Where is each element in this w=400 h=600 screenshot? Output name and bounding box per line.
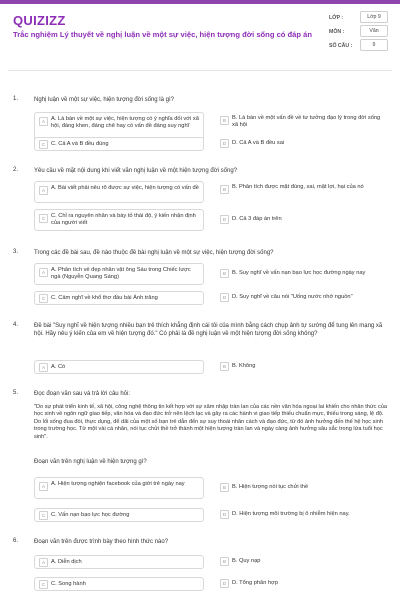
question-number: 5. — [13, 390, 19, 396]
option-letter-b: B — [220, 362, 229, 371]
option-text: B. Suy nghĩ về vấn nạn bạo lực học đường ngày nay — [232, 270, 366, 276]
option-letter-c: C — [39, 214, 48, 223]
question-text: Đề bài "Suy nghĩ về hiện tượng nhiều bạn trẻ thích khẳng định cái tôi của mình bằng cách chụp ảnh tự sướng để tung lên mạng xã hội. Hãy nêu ý kiến của em về hiện tượng đó." Có phải là đề nghị luận về một hiện tượng đời sống không? — [34, 323, 383, 337]
top-accent-bar — [0, 0, 400, 4]
option-text: A. Là bàn về một sự việc, hiện tượng có ý nghĩa đối với xã hội, đáng khen, đáng chê hay có vấn đề đáng suy nghĩ — [51, 116, 199, 130]
option-c[interactable] — [34, 508, 204, 522]
option-d[interactable] — [216, 137, 386, 151]
option-letter-c: C — [39, 140, 48, 149]
option-text: B. Hiện tượng nói tục chửi thề — [232, 484, 309, 490]
option-text: B. Không — [232, 363, 256, 369]
question-number: 4. — [13, 322, 19, 328]
option-text: A. Có — [51, 364, 66, 370]
question-text: Nghị luận về một sự việc, hiện tượng đời sống là gì? — [34, 97, 174, 103]
option-b[interactable] — [216, 555, 386, 569]
question-subtext: Đoạn văn trên nghị luận về hiện tượng gì? — [34, 459, 147, 465]
meta-grade-value: Lớp 9 — [360, 11, 388, 23]
quiz-meta-box — [326, 11, 390, 53]
question-number: 3. — [13, 249, 19, 255]
option-letter-d: D — [220, 139, 229, 148]
option-letter-a: A — [39, 186, 48, 195]
option-text: C. Vấn nạn bạo lực học đường — [51, 512, 130, 518]
option-d[interactable] — [216, 577, 386, 591]
question-text: Trong các đề bài sau, đề nào thuộc đề bài nghị luận về một sự việc, hiện tượng đời sống? — [34, 250, 274, 256]
meta-count-row — [326, 39, 390, 53]
option-text: B. Là bàn về một vấn đề về tư tưởng đạo lý trong đời sống xã hội — [232, 115, 381, 129]
option-text: D. Tổng phân hợp — [232, 580, 278, 586]
option-text: B. Quy nạp — [232, 558, 261, 564]
meta-grade-row — [326, 11, 390, 25]
meta-subject-value: Văn — [360, 25, 388, 37]
option-text: D. Cả 3 đáp án trên — [232, 216, 282, 222]
option-text: C. Song hành — [51, 581, 86, 587]
option-c[interactable] — [34, 577, 204, 591]
option-c[interactable] — [34, 137, 204, 151]
option-d[interactable] — [216, 291, 386, 305]
meta-count-value: 9 — [360, 39, 388, 51]
option-text: A. Hiện tượng nghiện facebook của giới trẻ ngày nay — [51, 481, 185, 487]
question-number: 2. — [13, 167, 19, 173]
option-text: A. Bài viết phải nêu rõ được sự việc, hiện tượng có vấn đề — [51, 185, 199, 191]
option-letter-b: B — [220, 116, 229, 125]
option-text: C. Cả A và B đều đúng — [51, 141, 109, 147]
option-a[interactable] — [34, 360, 204, 374]
reading-passage: "Do sự phát triển kinh tế, xã hội, công nghệ thông tin kết hợp với sự xâm nhập tràn lan của các nền văn hóa ngoại lai khiến cho nhân thức của học sinh về ngôn ngữ giao tiếp, văn hóa và đạo đức trở nên lệch lạc và gây ra các hành vi giao tiếp thiếu chuẩn mực, thiếu trong sáng, lệ độ. Do lối sống đua đòi, thực dụng, để dãi của một số bạn trẻ dẫn đến sự suy thoái nhân cách và đạo đức, từ đó ảnh hưởng đến thế hệ học sinh trong trường học. Từ một vài cá nhân, nói tục chửi thề trở thành một hiện tượng tràn lan và ngày càng ảnh hưởng sâu sắc trong lứa tuổi học sinh". — [34, 404, 387, 440]
option-letter-a: A — [39, 558, 48, 567]
option-letter-d: D — [220, 215, 229, 224]
option-c[interactable] — [34, 291, 204, 305]
question-number: 1. — [13, 96, 19, 102]
page-title: Trắc nghiệm Lý thuyết về nghị luận về một sự việc, hiện tượng đời sống có đáp án — [13, 30, 313, 39]
option-letter-b: B — [220, 483, 229, 492]
header-divider — [8, 70, 392, 71]
option-text: D. Suy nghĩ về câu nói "Uống nước nhớ nguồn" — [232, 294, 353, 300]
option-letter-c: C — [39, 580, 48, 589]
option-a[interactable] — [34, 181, 204, 203]
option-a[interactable] — [34, 477, 204, 499]
option-text: D. Cả A và B đều sai — [232, 140, 285, 146]
meta-subject-row — [326, 25, 390, 39]
question-text: Đoạn văn trên được trình bày theo hình thức nào? — [34, 539, 169, 545]
option-letter-a: A — [39, 482, 48, 491]
option-text: C. Chỉ ra nguyên nhân và bày tỏ thái độ, ý kiến nhận định của người viết — [51, 213, 196, 227]
option-letter-c: C — [39, 294, 48, 303]
option-letter-c: C — [39, 511, 48, 520]
option-letter-b: B — [220, 269, 229, 278]
meta-subject-label: MÔN : — [329, 29, 345, 35]
option-letter-d: D — [220, 579, 229, 588]
option-c[interactable] — [34, 209, 204, 231]
option-letter-a: A — [39, 363, 48, 372]
option-d[interactable] — [216, 209, 386, 231]
question-text: Đọc đoạn văn sau và trả lời câu hỏi: — [34, 391, 130, 397]
option-text: B. Phân tích được mặt đúng, sai, mặt lợi, hại của nó — [232, 184, 364, 190]
option-letter-d: D — [220, 293, 229, 302]
option-a[interactable] — [34, 263, 204, 285]
option-d[interactable] — [216, 508, 386, 522]
option-b[interactable] — [216, 477, 386, 499]
option-text: C. Cảm nghĩ về khổ thơ đầu bài Ánh trăng — [51, 295, 158, 301]
option-text: A. Phân tích vẻ đẹp nhân vật ông Sáu trong Chiếc lược ngà (Nguyễn Quang Sáng) — [51, 267, 191, 281]
option-b[interactable] — [216, 263, 386, 285]
question-number: 6. — [13, 538, 19, 544]
meta-grade-label: LỚP : — [329, 15, 344, 21]
quizizz-logo: QUIZIZZ — [13, 13, 66, 28]
option-b[interactable] — [216, 181, 386, 203]
option-a[interactable] — [34, 555, 204, 569]
option-letter-b: B — [220, 185, 229, 194]
option-b[interactable] — [216, 360, 386, 374]
option-text: D. Hiện tượng môi trường bị ô nhiễm hiện nay. — [232, 511, 350, 517]
option-letter-a: A — [39, 268, 48, 277]
option-letter-d: D — [220, 510, 229, 519]
option-letter-b: B — [220, 557, 229, 566]
option-text: A. Diễn dịch — [51, 559, 82, 565]
meta-count-label: SỐ CÂU : — [329, 43, 353, 49]
question-text: Yêu cầu về mặt nội dung khi viết văn nghị luận về một hiện tượng đời sống? — [34, 168, 238, 174]
option-letter-a: A — [39, 117, 48, 126]
